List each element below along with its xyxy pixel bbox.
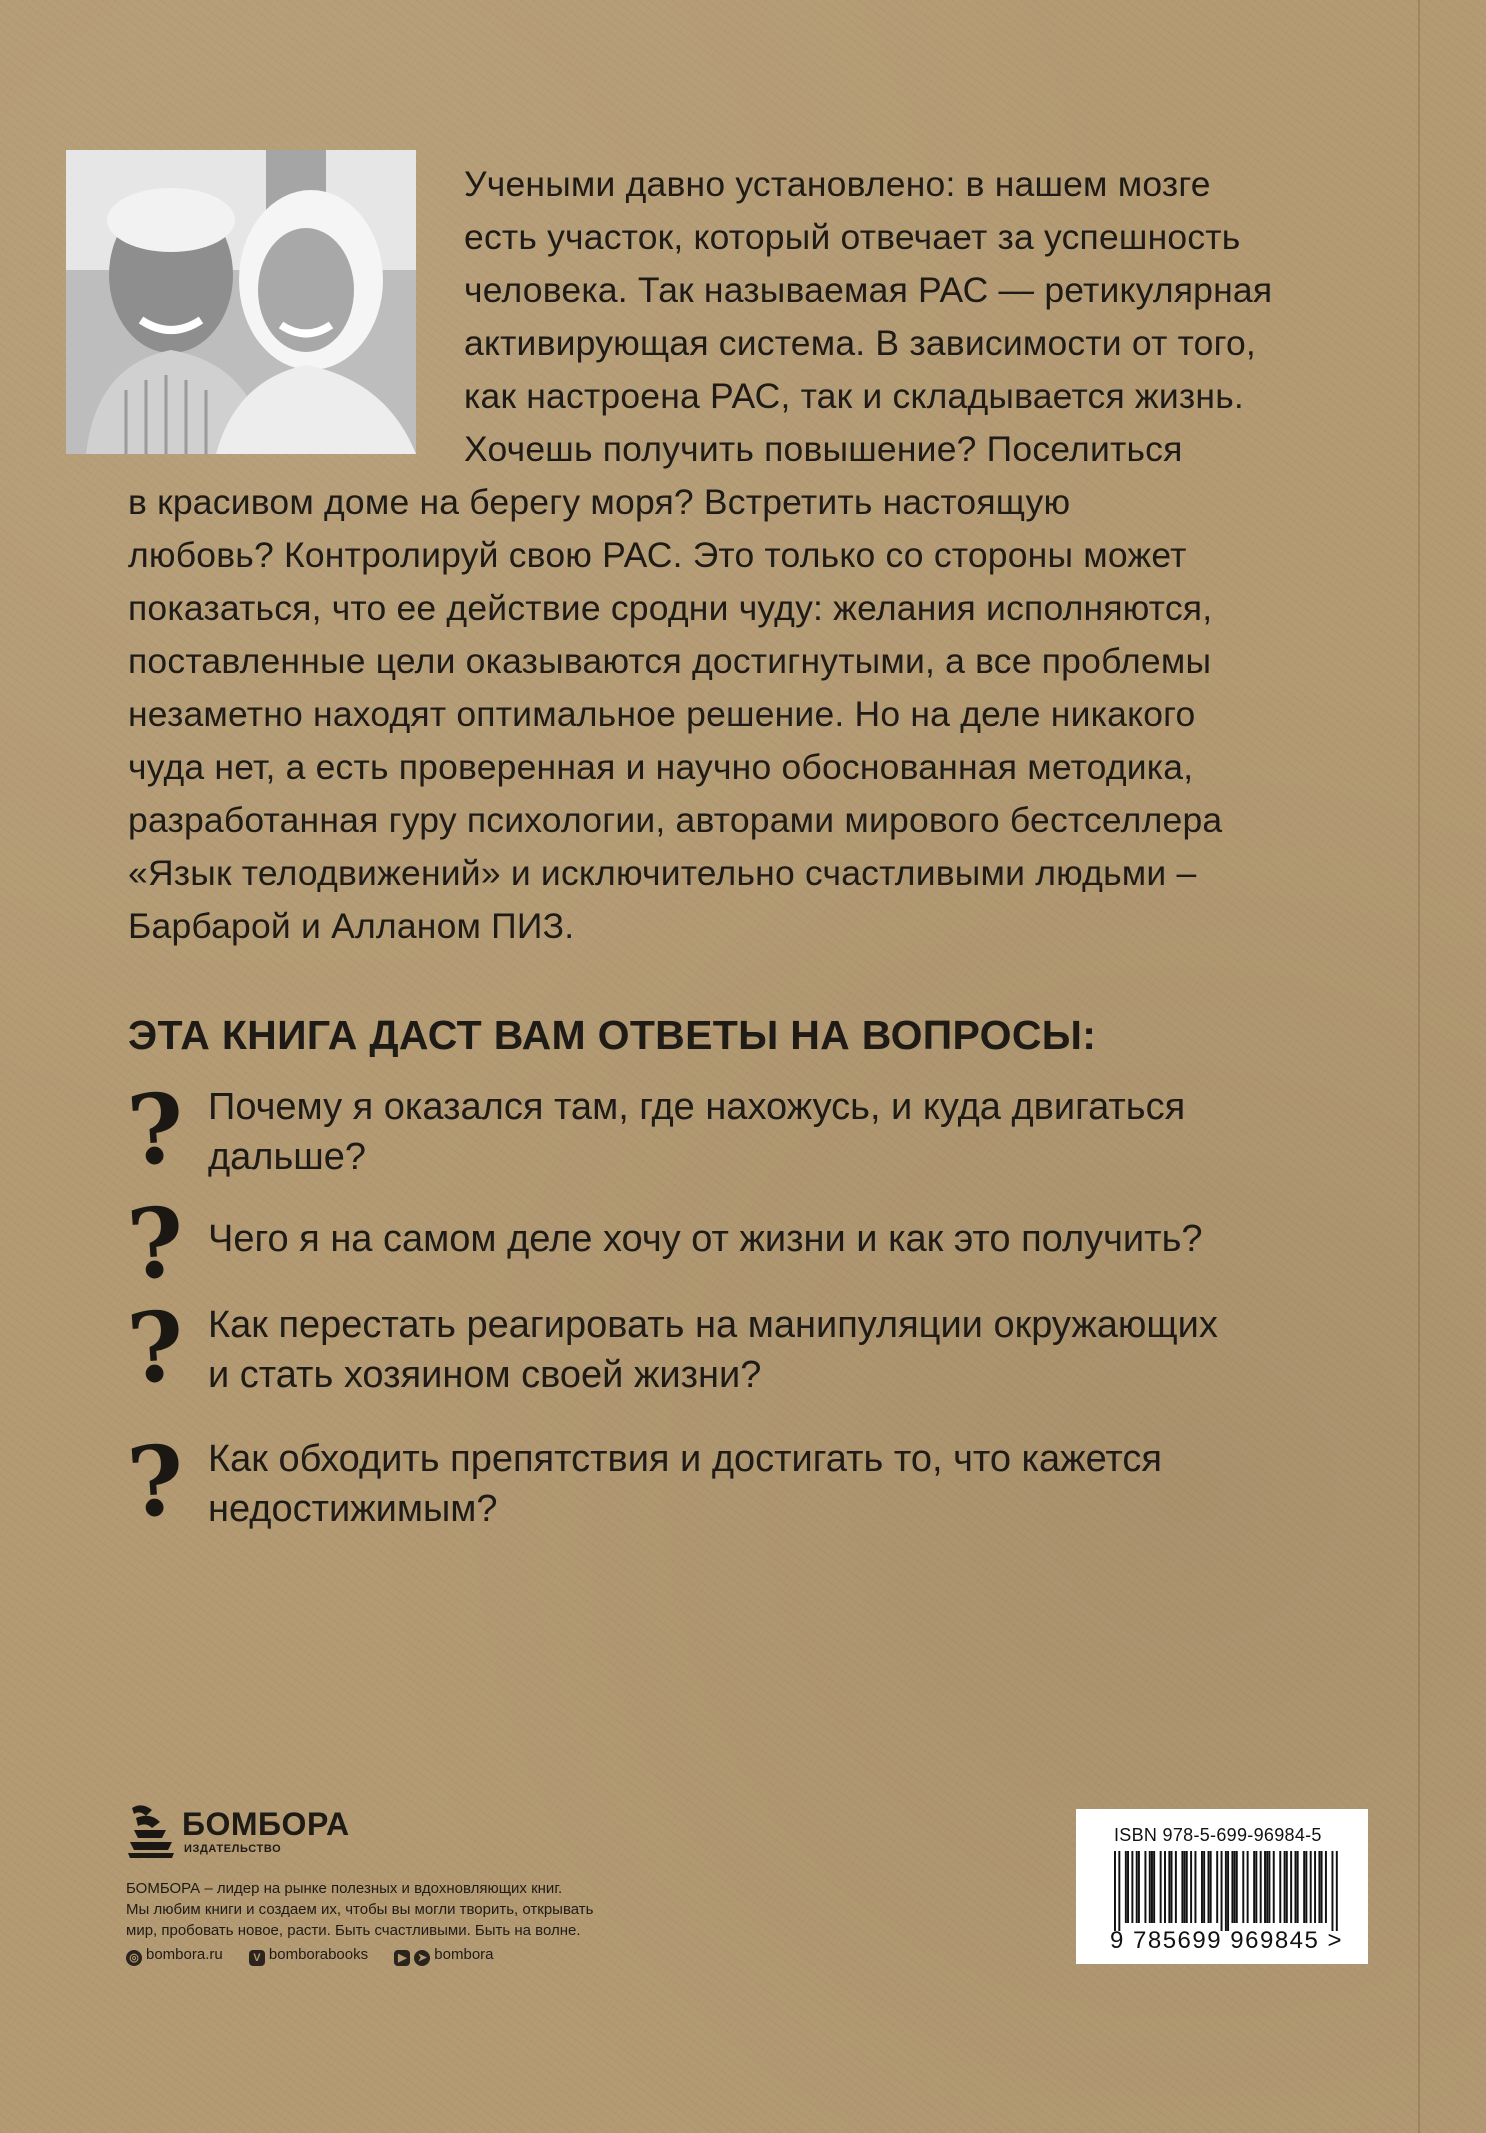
intro-line: чуда нет, а есть проверенная и научно обоснованная методика,: [128, 747, 1194, 787]
barcode-bar: [1266, 1851, 1268, 1923]
barcode-bars: [1114, 1851, 1338, 1931]
barcode-bar: [1203, 1851, 1205, 1923]
publisher-description-line: Мы любим книги и создаем их, чтобы вы могли творить, открывать: [126, 1901, 594, 1918]
barcode-digits: 9 785699 969845 >: [1110, 1927, 1344, 1954]
barcode-bar: [1210, 1851, 1212, 1923]
vk-icon: V: [249, 1950, 265, 1966]
barcode-bar: [1144, 1851, 1146, 1923]
question-mark-icon: ?: [123, 1289, 188, 1406]
barcode-bar: [1336, 1851, 1338, 1931]
publisher-socials: [126, 1946, 516, 1966]
intro-line: как настроена РАС, так и складывается жизнь.: [464, 376, 1244, 416]
question-mark-icon: ?: [123, 1185, 188, 1302]
barcode-bar: [1325, 1851, 1327, 1923]
barcode-bar: [1221, 1851, 1223, 1931]
barcode-bar: [1318, 1851, 1320, 1923]
question-line: Чего я на самом деле хочу от жизни и как это получить?: [208, 1218, 1203, 1260]
question-line: дальше?: [208, 1136, 367, 1178]
barcode-bar: [1168, 1851, 1170, 1923]
barcode-bar: [1273, 1851, 1275, 1923]
barcode-bar: [1164, 1851, 1166, 1923]
question-line: недостижимым?: [208, 1488, 498, 1530]
intro-line: Хочешь получить повышение? Поселиться: [464, 429, 1183, 469]
publisher-subtitle: ИЗДАТЕЛЬСТВО: [184, 1843, 282, 1855]
barcode-bar: [1236, 1851, 1238, 1923]
barcode-bar: [1264, 1851, 1266, 1923]
social-vk: [249, 1946, 368, 1966]
barcode-bar: [1305, 1851, 1307, 1923]
intro-line: есть участок, который отвечает за успешность: [464, 217, 1241, 257]
youtube-icon: ▶: [394, 1950, 410, 1966]
barcode-bar: [1297, 1851, 1299, 1923]
barcode-bar: [1118, 1851, 1120, 1931]
barcode-bar: [1253, 1851, 1255, 1923]
barcode-bar: [1303, 1851, 1305, 1923]
barcode-bar: [1138, 1851, 1140, 1923]
publisher-description-line: мир, пробовать новое, расти. Быть счастливыми. Быть на волне.: [126, 1922, 581, 1939]
social-label: bomborabooks: [268, 1946, 369, 1963]
intro-line: разработанная гуру психологии, авторами мирового бестселлера: [128, 800, 1223, 840]
intro-line: в красивом доме на берегу моря? Встретить настоящую: [128, 482, 1071, 522]
barcode-bar: [1225, 1851, 1227, 1931]
barcode-bar: [1231, 1851, 1233, 1923]
barcode-bar: [1125, 1851, 1127, 1923]
intro-line: Барбарой и Алланом ПИЗ.: [128, 906, 575, 946]
intro-line: показаться, что ее действие сродни чуду: желания исполняются,: [128, 588, 1213, 628]
globe-icon: ◎: [126, 1950, 142, 1966]
barcode-bar: [1175, 1851, 1177, 1923]
question-line: Как перестать реагировать на манипуляции окружающих: [208, 1304, 1218, 1346]
barcode-bar: [1186, 1851, 1188, 1923]
barcode-bar: [1234, 1851, 1236, 1923]
publisher-name: БОМБОРА: [182, 1806, 350, 1842]
barcode-bar: [1286, 1851, 1288, 1923]
bombora-logo-icon: [126, 1800, 176, 1860]
barcode-bar: [1295, 1851, 1297, 1923]
barcode-bar: [1153, 1851, 1155, 1923]
barcode-bar: [1310, 1851, 1312, 1923]
question-line: и стать хозяином своей жизни?: [208, 1354, 762, 1396]
social-label: bombora.ru: [146, 1946, 223, 1963]
barcode-bar: [1279, 1851, 1281, 1923]
publisher-description-line: БОМБОРА – лидер на рынке полезных и вдохновляющих книг.: [126, 1880, 563, 1897]
barcode-bar: [1136, 1851, 1138, 1923]
barcode-bar: [1160, 1851, 1162, 1923]
barcode-bar: [1321, 1851, 1323, 1923]
barcode-bar: [1208, 1851, 1210, 1923]
intro-line: человека. Так называемая РАС — ретикулярная: [464, 270, 1273, 310]
intro-line: активирующая система. В зависимости от того,: [464, 323, 1256, 363]
social-label: bombora: [434, 1946, 494, 1963]
social-website: [126, 1946, 223, 1966]
barcode-bar: [1184, 1851, 1186, 1923]
isbn-barcode: [1076, 1809, 1368, 1964]
barcode-bar: [1227, 1851, 1229, 1931]
publisher-description: [126, 1878, 686, 1941]
barcode-bar: [1114, 1851, 1116, 1931]
barcode-bar: [1131, 1851, 1133, 1923]
barcode-bar: [1331, 1851, 1333, 1931]
intro-line: поставленные цели оказываются достигнутыми, а все проблемы: [128, 641, 1212, 681]
barcode-bar: [1190, 1851, 1192, 1923]
barcode-bar: [1314, 1851, 1316, 1923]
isbn-text: ISBN 978-5-699-96984-5: [1114, 1825, 1322, 1845]
barcode-bar: [1149, 1851, 1151, 1923]
question-mark-icon: ?: [123, 1423, 188, 1540]
barcode-bar: [1268, 1851, 1270, 1923]
barcode-bar: [1284, 1851, 1286, 1923]
intro-line: незаметно находят оптимальное решение. Но на деле никакого: [128, 694, 1196, 734]
barcode-bar: [1127, 1851, 1129, 1923]
barcode-bar: [1216, 1851, 1218, 1923]
barcode-bar: [1260, 1851, 1262, 1923]
question-line: Почему я оказался там, где нахожусь, и куда двигаться: [208, 1086, 1186, 1128]
barcode-bar: [1194, 1851, 1196, 1923]
barcode-bar: [1171, 1851, 1173, 1923]
questions-heading: ЭТА КНИГА ДАСТ ВАМ ОТВЕТЫ НА ВОПРОСЫ:: [128, 1012, 1097, 1058]
barcode-bar: [1201, 1851, 1203, 1923]
barcode-bar: [1290, 1851, 1292, 1923]
barcode-bar: [1242, 1851, 1244, 1923]
barcode-bar: [1255, 1851, 1257, 1923]
question-mark-icon: ?: [123, 1071, 188, 1188]
telegram-icon: ➤: [414, 1950, 430, 1966]
intro-line: «Язык телодвижений» и исключительно счастливыми людьми –: [128, 853, 1197, 893]
barcode-bar: [1151, 1851, 1153, 1923]
intro-line: Учеными давно установлено: в нашем мозге: [464, 164, 1211, 204]
barcode-bar: [1181, 1851, 1183, 1923]
authors-photo: [66, 150, 416, 454]
social-youtube-telegram: [394, 1946, 493, 1966]
intro-line: любовь? Контролируй свою РАС. Это только со стороны может: [128, 535, 1187, 575]
barcode-bar: [1247, 1851, 1249, 1923]
spine-fold-line: [1418, 0, 1420, 2133]
question-line: Как обходить препятствия и достигать то, что кажется: [208, 1438, 1162, 1480]
